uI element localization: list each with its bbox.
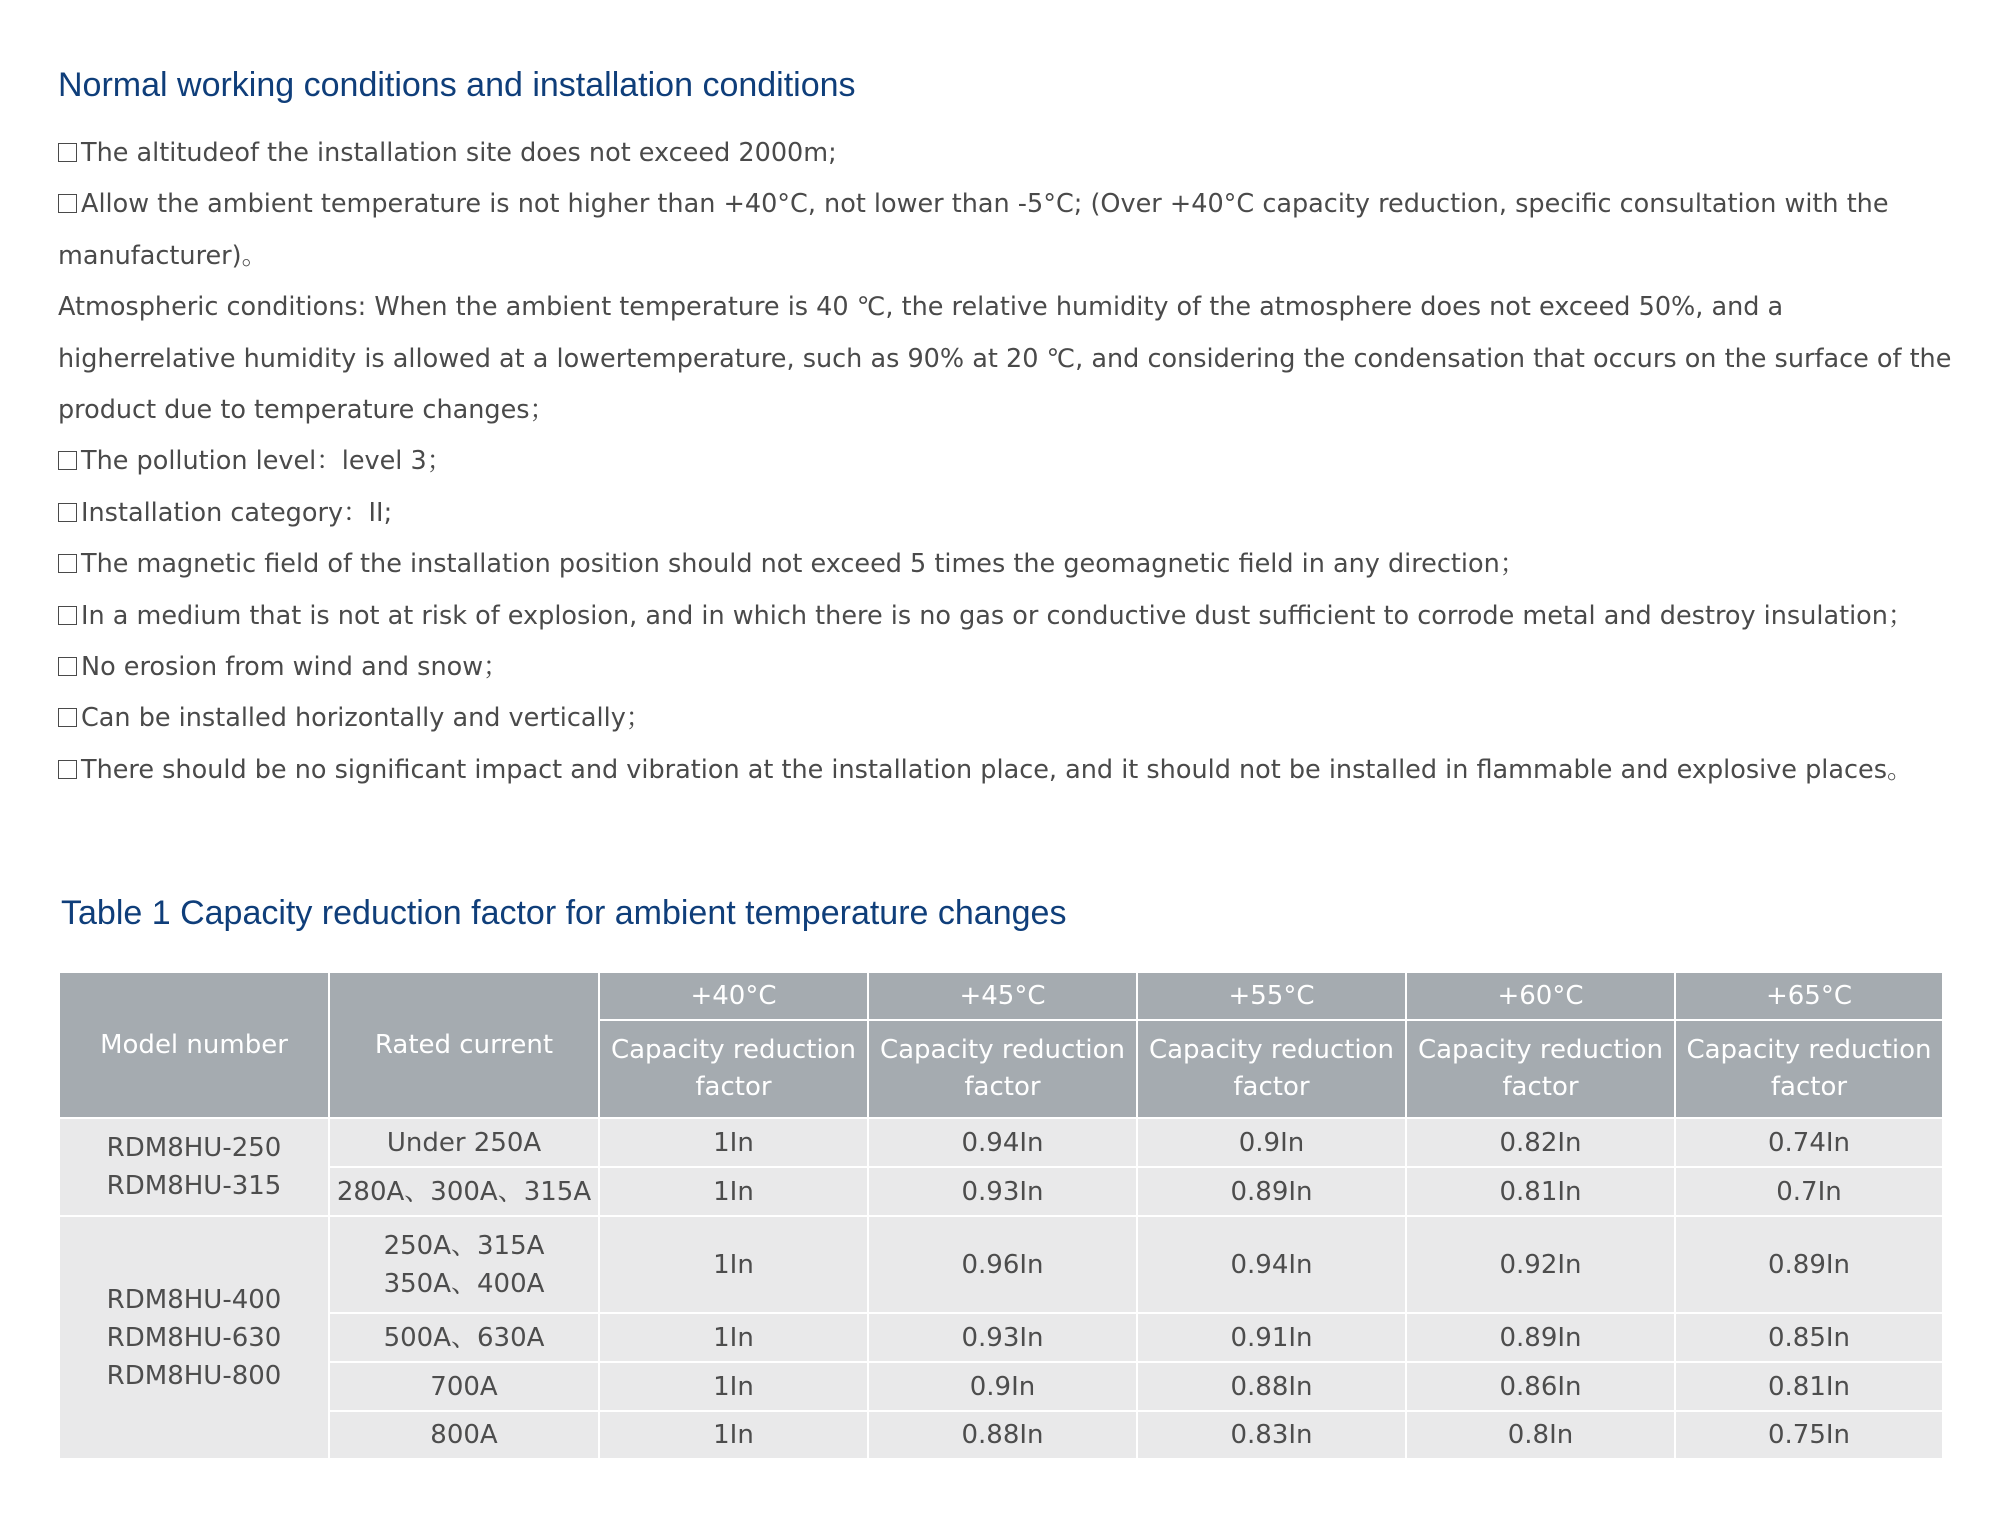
- factor-cell: 0.7In: [1675, 1167, 1943, 1216]
- condition-text: There should be no significant impact and vibration at the installation place, and it should not be installed in flammable and explosive places。: [81, 754, 1913, 785]
- factor-cell: 0.81In: [1406, 1167, 1675, 1216]
- factor-cell: 0.93In: [868, 1313, 1137, 1362]
- factor-cell: 0.94In: [1137, 1216, 1406, 1313]
- checkbox-icon: [58, 451, 77, 470]
- factor-cell: 1In: [599, 1411, 868, 1459]
- condition-text: Atmospheric conditions: When the ambient temperature is 40 ℃, the relative humidity of the atmosphere does not exceed 50%, and a higherrelative humidity is allowed at a lowertemperature, such as 90% at 20 ℃, and considering the condensation that occurs on the surface of the product due to temperature changes；: [58, 292, 1952, 426]
- factor-cell: 0.91In: [1137, 1313, 1406, 1362]
- current-value: 800A: [430, 1420, 498, 1450]
- model-name: RDM8HU-400: [106, 1284, 282, 1315]
- checkbox-icon: [58, 194, 77, 213]
- factor-cell: 0.82In: [1406, 1118, 1675, 1167]
- current-cell: [329, 1167, 599, 1216]
- factor-cell: 0.86In: [1406, 1362, 1675, 1411]
- header-factor: Capacity reduction factor: [599, 1020, 868, 1118]
- factor-cell: 0.83In: [1137, 1411, 1406, 1459]
- current-cell: [329, 1362, 599, 1411]
- header-temp: +45°C: [868, 972, 1137, 1020]
- condition-text: No erosion from wind and snow；: [81, 652, 509, 683]
- table-title: Table 1 Capacity reduction factor for ambient temperature changes: [61, 894, 1067, 932]
- header-current: Rated current: [329, 972, 599, 1118]
- condition-text: The altitudeof the installation site does not exceed 2000m;: [81, 138, 837, 168]
- condition-text: In a medium that is not at risk of explosion, and in which there is no gas or conductive dust sufficient to corrode metal and destroy insulation；: [81, 600, 1914, 631]
- checkbox-icon: [58, 554, 77, 573]
- table-row: [59, 1362, 1943, 1411]
- checkbox-icon: [58, 657, 77, 676]
- factor-cell: 0.88In: [868, 1411, 1137, 1459]
- condition-item: [58, 642, 1958, 693]
- factor-cell: 1In: [599, 1313, 868, 1362]
- condition-text: Allow the ambient temperature is not higher than +40°C, not lower than -5°C; (Over +40°C capacity reduction, specific consultation with the manufacturer)。: [58, 189, 1889, 271]
- current-cell: [329, 1216, 599, 1313]
- factor-cell: 1In: [599, 1216, 868, 1313]
- model-name: RDM8HU-250: [106, 1133, 282, 1163]
- current-value: 500A、630A: [383, 1322, 545, 1353]
- factor-cell: 0.85In: [1675, 1313, 1943, 1362]
- factor-cell: 0.81In: [1675, 1362, 1943, 1411]
- header-model: Model number: [59, 972, 329, 1118]
- header-factor: Capacity reduction factor: [1137, 1020, 1406, 1118]
- condition-item: [58, 436, 1958, 487]
- condition-text: The pollution level：level 3；: [81, 446, 453, 477]
- header-factor: Capacity reduction factor: [1406, 1020, 1675, 1118]
- checkbox-icon: [58, 143, 77, 162]
- current-value: 700A: [430, 1371, 498, 1402]
- factor-cell: 1In: [599, 1167, 868, 1216]
- current-cell: [329, 1118, 599, 1167]
- table-header-row: [59, 972, 1943, 1020]
- condition-item: [58, 282, 1958, 436]
- section-title: Normal working conditions and installation conditions: [58, 66, 856, 104]
- factor-cell: 1In: [599, 1118, 868, 1167]
- factor-cell: 0.94In: [868, 1118, 1137, 1167]
- factor-cell: 1In: [599, 1362, 868, 1411]
- condition-item: [58, 693, 1958, 744]
- factor-cell: 0.9In: [868, 1362, 1137, 1411]
- condition-item: [58, 591, 1958, 642]
- factor-cell: 0.9In: [1137, 1118, 1406, 1167]
- model-name: RDM8HU-630: [106, 1322, 282, 1353]
- current-value: 280A、300A、315A: [336, 1176, 592, 1207]
- factor-cell: 0.93In: [868, 1167, 1137, 1216]
- condition-item: [58, 488, 1958, 539]
- header-temp: +55°C: [1137, 972, 1406, 1020]
- model-name: RDM8HU-800: [106, 1360, 282, 1391]
- header-factor: Capacity reduction factor: [1675, 1020, 1943, 1118]
- model-name: RDM8HU-315: [106, 1171, 282, 1201]
- condition-item: [58, 179, 1958, 282]
- current-value: 250A、315A: [383, 1230, 545, 1261]
- condition-text: Can be installed horizontally and vertically；: [81, 703, 652, 734]
- checkbox-icon: [58, 503, 77, 522]
- condition-item: [58, 128, 1958, 179]
- header-temp: +40°C: [599, 972, 868, 1020]
- conditions-list: [58, 128, 1958, 796]
- factor-cell: 0.96In: [868, 1216, 1137, 1313]
- table-row: [59, 1216, 1943, 1313]
- table-container: [58, 971, 1944, 1460]
- table-row: [59, 1411, 1943, 1459]
- checkbox-icon: [58, 606, 77, 625]
- table-row: [59, 1313, 1943, 1362]
- factor-cell: 0.74In: [1675, 1118, 1943, 1167]
- factor-cell: 0.88In: [1137, 1362, 1406, 1411]
- checkbox-icon: [58, 760, 77, 779]
- factor-cell: 0.75In: [1675, 1411, 1943, 1459]
- current-value: Under 250A: [386, 1127, 542, 1158]
- factor-cell: 0.89In: [1675, 1216, 1943, 1313]
- checkbox-icon: [58, 708, 77, 727]
- factor-cell: 0.89In: [1406, 1313, 1675, 1362]
- condition-item: [58, 539, 1958, 590]
- model-cell: [59, 1118, 329, 1216]
- table-row: [59, 1167, 1943, 1216]
- current-cell: [329, 1313, 599, 1362]
- current-cell: [329, 1411, 599, 1459]
- factor-cell: 0.8In: [1406, 1411, 1675, 1459]
- condition-text: The magnetic field of the installation position should not exceed 5 times the geomagnetic field in any direction；: [81, 549, 1526, 580]
- model-cell: [59, 1216, 329, 1459]
- header-factor: Capacity reduction factor: [868, 1020, 1137, 1118]
- factor-cell: 0.89In: [1137, 1167, 1406, 1216]
- header-temp: +60°C: [1406, 972, 1675, 1020]
- derating-table: [58, 971, 1944, 1460]
- condition-item: [58, 745, 1958, 796]
- table-row: [59, 1118, 1943, 1167]
- current-value: 350A、400A: [383, 1268, 545, 1299]
- condition-text: Installation category：II;: [81, 497, 393, 528]
- header-temp: +65°C: [1675, 972, 1943, 1020]
- factor-cell: 0.92In: [1406, 1216, 1675, 1313]
